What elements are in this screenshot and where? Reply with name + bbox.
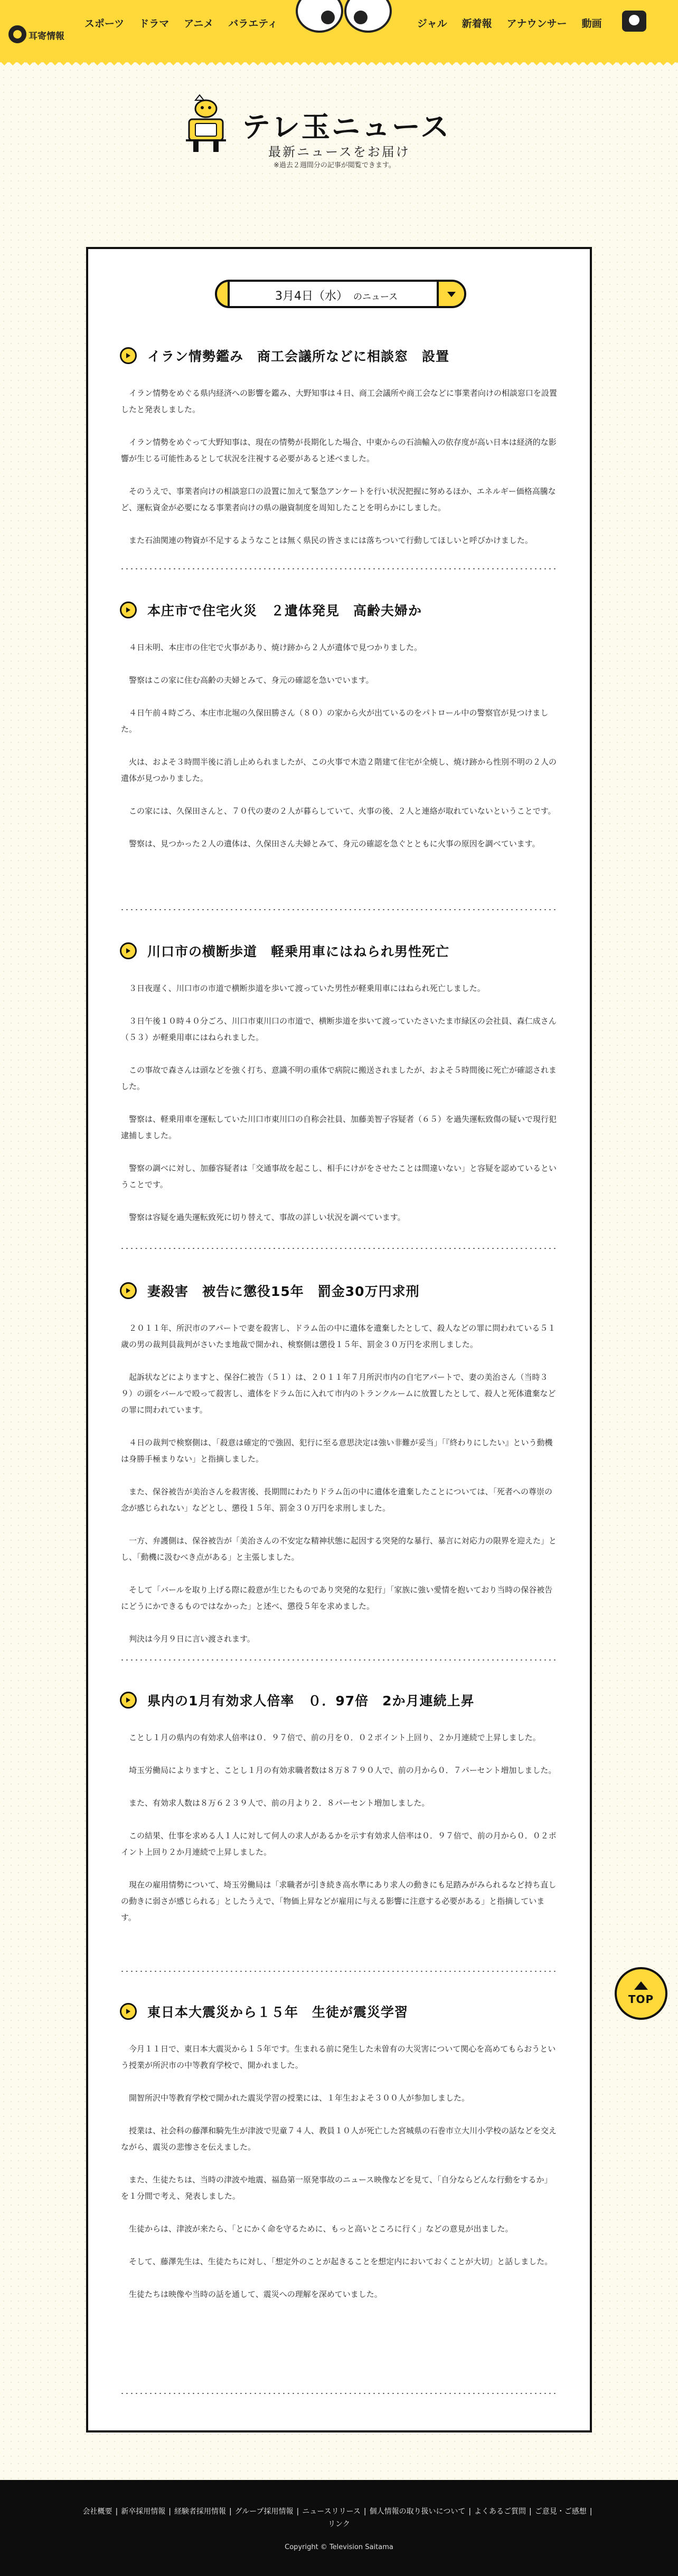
footer-link[interactable]: よくあるご質問: [474, 2507, 526, 2516]
article-paragraph: ４日の裁判で検察側は、「殺意は確定的で強固、犯行に至る意思決定は強い非難が妥当」「『終わりにしたい』という動機は身勝手極まりない」と指摘しました。: [121, 1438, 553, 1464]
footer-link-separator: |: [529, 2507, 532, 2516]
logo-text: 耳寄情報: [29, 31, 64, 42]
site-footer: [0, 2480, 678, 2576]
nav-item-anime[interactable]: アニメ: [184, 18, 214, 30]
nav-item-drama[interactable]: ドラマ: [139, 18, 170, 30]
footer-link-separator: |: [468, 2507, 472, 2516]
article-paragraph: また、有効求人数は８万６２３９人で、前の月より２．８パーセント増加しました。: [129, 1798, 430, 1808]
article-title: 本庄市で住宅火災 ２遺体発見 高齢夫婦か: [147, 603, 422, 618]
footer-link-separator: |: [168, 2507, 171, 2516]
dotted-divider: [120, 1247, 558, 1249]
play-bullet-icon: [120, 1282, 137, 1299]
play-bullet-icon: [120, 2003, 137, 2020]
nav-item-variety[interactable]: バラエティ: [228, 18, 278, 30]
article-paragraph: ４日未明、本庄市の住宅で火事があり、焼け跡から２人が遺体で見つかりました。: [129, 643, 422, 652]
footer-link[interactable]: グループ採用情報: [234, 2507, 294, 2516]
dotted-divider: [120, 2392, 558, 2394]
play-bullet-icon: [120, 1692, 137, 1709]
site-header: [0, 0, 678, 62]
article-title-row: [120, 1280, 558, 1301]
article-paragraph: イラン情勢をめぐる県内経済への影響を鑑み、大野知事は４日、商工会議所や商工会などに事業者向けの相談窓口を設置したと発表しました。: [121, 388, 557, 414]
logo-badge-icon: [8, 25, 26, 43]
footer-link[interactable]: ご意見・ご感想: [534, 2507, 587, 2516]
article-paragraph: そのうえで、事業者向けの相談窓口の設置に加えて緊急アンケートを行い状況把握に努めるほか、エネルギー価格高騰など、運転資金が必要になる事業者向けの県の融資制度を周知したことを明らかにしました。: [121, 486, 556, 512]
article-body: [120, 2041, 558, 2303]
article-paragraph: そして、藤澤先生は、生徒たちに対し、「想定外のことが起きることを想定内においておくことが大切」と話しました。: [129, 2257, 553, 2266]
date-dropdown-button[interactable]: [437, 280, 466, 308]
article-title-row: [120, 345, 558, 366]
date-select-label: [275, 287, 398, 303]
article-paragraph: 一方、弁護側は、保谷被告が「美治さんの不安定な精神状態に起因する突発的な暴行、暴言に対応力の限界を迎えた」とし、「動機に汲むべき点がある」と主張しました。: [121, 1536, 557, 1562]
article-paragraph: また、生徒たちは、当時の津波や地震、福島第一原発事故のニュース映像などを見て、「自分ならどんな行動をするか」を１分間で考え、発表しました。: [121, 2175, 552, 2201]
footer-link[interactable]: リンク: [328, 2520, 350, 2529]
date-select[interactable]: [215, 280, 466, 308]
nav-item-video[interactable]: 動画: [581, 18, 602, 30]
article-title: 県内の1月有効求人倍率 ０．97倍 2か月連続上昇: [147, 1693, 475, 1709]
nav-item-sports[interactable]: スポーツ: [84, 18, 125, 30]
footer-link-separator: |: [229, 2507, 232, 2516]
news-main-panel: [86, 247, 592, 2432]
play-bullet-icon: [120, 602, 137, 618]
article-paragraph: 埼玉労働局によりますと、ことし１月の有効求職者数は８万８７９０人で、前の月から０．７パーセント増加しました。: [129, 1766, 557, 1775]
article-paragraph: そして「バールを取り上げる際に殺意が生じたものであり突発的な犯行」「家族に強い愛情を抱いており当時の保谷被告にどうにかできるものではなかった」と述べ、懲役５年を求めました。: [121, 1585, 553, 1611]
copyright: Copyright © Television Saitama: [285, 2543, 393, 2551]
article-paragraph: 開智所沢中等教育学校で開かれた震災学習の授業には、１年生およそ３００人が参加しました。: [129, 2093, 470, 2103]
article-paragraph: 生徒たちは映像や当時の話を通して、震災への理解を深めていました。: [129, 2289, 382, 2299]
article-paragraph: この家には、久保田さんと、７０代の妻の２人が暮らしていて、火事の後、２人と連絡が取れていないということです。: [129, 806, 556, 816]
nav-item-genre[interactable]: ジャル: [417, 18, 447, 30]
footer-link[interactable]: 個人情報の取り扱いについて: [369, 2507, 466, 2516]
dotted-divider: [120, 909, 558, 911]
footer-link-separator: |: [589, 2507, 592, 2516]
main-nav-right: [417, 16, 617, 28]
article-paragraph: ことし１月の県内の有効求人倍率は０．９７倍で、前の月を０．０２ポイント上回り、２か月連続で上昇しました。: [129, 1733, 541, 1742]
article-paragraph: この結果、仕事を求める人１人に対して何人の求人があるかを示す有効求人倍率は０．９７倍で、前の月から０．０２ポイント上回り２か月連続で上昇しました。: [121, 1831, 557, 1857]
article-paragraph: 警察はこの家に住む高齢の夫婦とみて、身元の確認を急いでいます。: [129, 675, 374, 685]
page-subtitle: 最新ニュースをお届け: [268, 145, 410, 159]
play-bullet-icon: [120, 347, 137, 364]
arrow-up-icon: [634, 1981, 648, 1990]
date-select-left-cap: [215, 280, 230, 308]
dotted-divider: [120, 1659, 558, 1661]
chevron-down-icon: [447, 292, 456, 297]
news-article: [120, 2001, 558, 2319]
article-paragraph: 今月１１日で、東日本大震災から１５年です。生まれる前に発生した未曽有の大災害について関心を高めてもらおうという授業が所沢市の中等教育学校で、開かれました。: [121, 2044, 556, 2070]
date-select-suffix: のニュース: [353, 292, 398, 302]
article-paragraph: 起訴状などによりますと、保谷仁被告（５１）は、２０１１年７月所沢市内の自宅アパートで、妻の美治さん（当時３９）の頭をバールで殴って殺害し、遺体をドラム缶に入れて市内のトランクルームに放置したとして、殺人と死体遺棄などの罪に問われています。: [121, 1372, 556, 1415]
tv-mascot-icon[interactable]: [622, 11, 646, 32]
news-article: [120, 599, 558, 869]
article-paragraph: 警察は容疑を過失運転致死に切り替えて、事故の詳しい状況を調べています。: [129, 1213, 406, 1222]
article-paragraph: 警察の調べに対し、加藤容疑者は「交通事故を起こし、相手にけがをさせたことは間違いない」と容疑を認めているということです。: [121, 1163, 557, 1189]
article-paragraph: ３日夜遅く、川口市の市道で横断歩道を歩いて渡っていた男性が軽乗用車にはねられ死亡しました。: [129, 984, 485, 993]
article-body: [120, 385, 558, 549]
site-logo[interactable]: [8, 11, 72, 43]
article-paragraph: 警察は、軽乗用車を運転していた川口市東川口の自称会社員、加藤美智子容疑者（６５）を過失運転致傷の疑いで現行犯逮捕しました。: [121, 1114, 557, 1140]
page-title: テレ玉ニュース: [242, 110, 451, 144]
play-bullet-icon: [120, 942, 137, 959]
article-paragraph: また、保谷被告が美治さんを殺害後、長期間にわたりドラム缶の中に遺体を遺棄したことについては、「死者への尊崇の念が感じられない」などとし、懲役１５年、罰金３０万円を求刑しました。: [121, 1487, 553, 1513]
article-title: 川口市の横断歩道 軽乗用車にはねられ男性死亡: [147, 944, 450, 959]
footer-links: [79, 2505, 599, 2531]
footer-link[interactable]: 新卒採用情報: [121, 2507, 166, 2516]
article-body: [120, 1730, 558, 1926]
article-paragraph: ４日午前４時ごろ、本庄市北堀の久保田勝さん（８０）の家から火が出ているのをパトロール中の警察官が見つけました。: [121, 708, 549, 734]
article-paragraph: イラン情勢をめぐって大野知事は、現在の情勢が長期化した場合、中東からの石油輸入の依存度が高い日本は経済的な影響が生じる可能性あるとして状況を注視する必要があると述べました。: [121, 437, 557, 463]
news-article: [120, 940, 558, 1242]
news-article: [120, 1690, 558, 1942]
article-paragraph: ３日午後１０時４０分ごろ、川口市東川口の市道で、横断歩道を歩いて渡っていたさいたま市緑区の会社員、森仁成さん（５３）が軽乗用車にはねられました。: [121, 1016, 557, 1042]
article-body: [120, 640, 558, 852]
footer-link-separator: |: [363, 2507, 366, 2516]
article-title-row: [120, 2001, 558, 2022]
article-title: イラン情勢鑑み 商工会議所などに相談窓 設置: [147, 349, 450, 364]
article-paragraph: また石油関連の物資が不足するようなことは無く県民の皆さまには落ちついて行動してほしいと呼びかけました。: [129, 536, 533, 545]
footer-link[interactable]: 会社概要: [82, 2507, 112, 2516]
article-paragraph: 現在の雇用情勢について、埼玉労働局は「求職者が引き続き高水準にあり求人の動きにも足踏みがみられるなど持ち直しの動きに弱さが感じられる」としたうえで、「物価上昇などが雇用に与える影響に注意する必要がある」と指摘しています。: [121, 1880, 557, 1922]
dotted-divider: [120, 568, 558, 570]
title-area: [0, 62, 678, 185]
page-top-button[interactable]: [615, 1967, 667, 2020]
page-note: ※過去２週間分の記事が閲覧できます。: [274, 161, 396, 169]
article-title: 妻殺害 被告に懲役15年 罰金30万円求刑: [147, 1284, 420, 1299]
article-title: 東日本大震災から１５年 生徒が震災学習: [147, 2005, 409, 2020]
date-select-date: 3月4日（水）: [275, 290, 348, 303]
left-eye-icon: [296, 0, 343, 33]
article-title-row: [120, 940, 558, 961]
dotted-divider: [120, 1970, 558, 1972]
article-title-row: [120, 1690, 558, 1711]
article-paragraph: ２０１１年、所沢市のアパートで妻を殺害し、ドラム缶の中に遺体を遺棄したとして、殺人などの罪に問われている５１歳の男の裁判員裁判がさいたま地裁で開かれ、検察側は懲役１５年、罰金３０万円を求刑しました。: [121, 1323, 556, 1349]
article-paragraph: 火は、およそ３時間半後に消し止められましたが、この火事で木造２階建て住宅が全焼し、焼け跡から性別不明の２人の遺体が見つかりました。: [121, 757, 557, 783]
main-nav: [84, 16, 293, 28]
article-paragraph: 判決は今月９日に言い渡されます。: [129, 1634, 255, 1644]
news-article: [120, 345, 558, 565]
nav-item-news[interactable]: 新着報: [462, 18, 492, 30]
article-paragraph: 授業は、社会科の藤澤和騎先生が津波で児童７４人、教員１０人が死亡した宮城県の石巻市立大川小学校の話などを交えながら、震災の悲惨さを伝えました。: [121, 2126, 557, 2152]
mascot-eyes-icon: [296, 0, 393, 33]
nav-item-announcer[interactable]: アナウンサー: [506, 18, 567, 30]
article-paragraph: 警察は、見つかった２人の遺体は、久保田さん夫婦とみて、身元の確認を急ぐとともに火事の原因を調べています。: [129, 839, 540, 848]
footer-link[interactable]: ニュースリリース: [302, 2507, 361, 2516]
footer-link-separator: |: [115, 2507, 118, 2516]
news-mascot-icon: [180, 93, 232, 156]
article-paragraph: この事故で森さんは頭などを強く打ち、意識不明の重体で病院に搬送されましたが、およそ５時間後に死亡が確認されました。: [121, 1065, 557, 1091]
article-body: [120, 980, 558, 1226]
article-title-row: [120, 599, 558, 621]
footer-link[interactable]: 経験者採用情報: [174, 2507, 226, 2516]
footer-link-separator: |: [296, 2507, 299, 2516]
article-body: [120, 1320, 558, 1647]
news-article: [120, 1280, 558, 1664]
right-eye-icon: [344, 0, 392, 33]
page-top-label: TOP: [628, 1993, 654, 2006]
article-paragraph: 生徒からは、津波が来たら、「とにかく命を守るために、もっと高いところに行く」などの意見が出ました。: [129, 2224, 513, 2234]
